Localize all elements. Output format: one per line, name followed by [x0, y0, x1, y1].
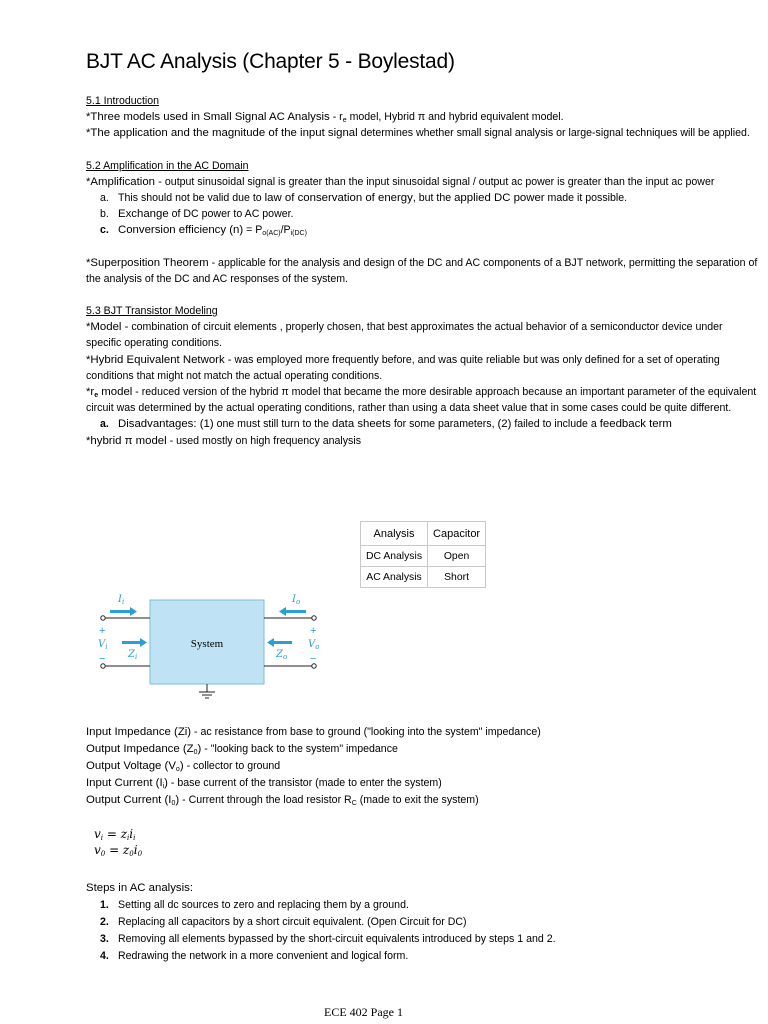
- highlight-term: *Superposition Theorem: [86, 256, 209, 269]
- output-top-terminal: [312, 616, 316, 620]
- system-label: System: [190, 638, 224, 650]
- paragraph: *The application and the magnitude of the input signal determines whether small signal analysis or large-signal techniques will be applied.: [86, 127, 750, 140]
- list-item: 3. Removing all elements bypassed by the short-circuit equivalents introduced by steps 1 and 2.: [100, 933, 556, 945]
- sub-list: [86, 416, 758, 432]
- table-row: [361, 567, 486, 588]
- definition-item: Output Voltage $(V_o)$ - collector to ground: [86, 760, 281, 773]
- definitions-list: [86, 724, 541, 809]
- input-minus-sign: −: [99, 653, 106, 665]
- table-cell: DC Analysis: [361, 546, 428, 567]
- paragraph: *hybrid π model - used mostly on high frequency analysis: [86, 434, 361, 447]
- paragraph: *Amplification - output sinusoidal signal is greater than the input sinusoidal signal / output ac power is greater than the input ac power: [86, 175, 715, 188]
- output-impedance-label: $Z_o$: [276, 649, 288, 661]
- input-plus-sign: +: [99, 625, 106, 637]
- definition-item: Output Impedance $(Z_0)$ - "looking back to the system" impedance: [86, 743, 398, 756]
- section-heading: 5.2 Amplification in the AC Domain: [86, 159, 249, 172]
- input-current-label: $I_i$: [118, 594, 125, 606]
- output-current-arrow: [279, 607, 306, 616]
- definition-item: Output Current $(I_0)$ - Current through the load resistor $R_C$ (made to exit the system): [86, 794, 479, 807]
- highlight-term: *Amplification -: [86, 175, 162, 188]
- table-cell: Open: [428, 546, 486, 567]
- list-item: b. Exchange of DC power to AC power.: [100, 208, 294, 221]
- output-plus-sign: +: [310, 625, 317, 637]
- list-item: c. Conversion efficiency $(n) = P_{o(AC)}/P_{i(DC)}$: [100, 224, 307, 238]
- highlight-term: *hybrid π model: [86, 434, 167, 447]
- steps-heading: Steps in AC analysis:: [86, 882, 193, 894]
- paragraph: $*r_e$ model - reduced version of the hybrid π model that became the more desirable approach because an important parameter of the equivalent circuit was determined by the actual operating conditions, rather than using a data sheet value that in some cases could be quite different.: [86, 386, 757, 415]
- page-footer: ECE 402 Page 1: [324, 1005, 403, 1019]
- steps-list: [86, 897, 556, 965]
- list-item: 1. Setting all dc sources to zero and replacing them by a ground.: [100, 899, 409, 911]
- equation: $v_0 = z_0i_0$: [94, 843, 143, 858]
- equation: $v_i = z_ii_i$: [94, 827, 136, 842]
- highlight-term: *Model -: [86, 321, 129, 334]
- output-voltage-label: $V_o$: [308, 639, 320, 651]
- table-row: [361, 546, 486, 567]
- paragraph: *Hybrid Equivalent Network - was employed more frequently before, and was quite reliable but was only defined for a set of operating conditions that might not match the actual operating conditions.: [86, 353, 720, 382]
- section-heading: 5.3 BJT Transistor Modeling: [86, 305, 218, 318]
- system-block-diagram: [96, 588, 336, 706]
- table-header-cell: Analysis: [361, 522, 428, 546]
- list-item: a. This should not be valid due to law of conservation of energy, but the applied DC power made it possible.: [100, 192, 628, 205]
- page-title: BJT AC Analysis (Chapter 5 - Boylestad): [86, 50, 455, 73]
- table-cell: AC Analysis: [361, 567, 428, 588]
- notes-body: [86, 93, 758, 449]
- section-heading: 5.1 Introduction: [86, 95, 160, 107]
- highlight-term: $*r_e$ model: [86, 386, 133, 400]
- input-current-arrow: [110, 607, 137, 616]
- table-cell: Short: [428, 567, 486, 588]
- equations: [94, 826, 142, 858]
- paragraph: *Three models used in Small Signal AC Analysis - $r_e$ model, Hybrid π and hybrid equivalent model.: [86, 111, 564, 125]
- list-item: 4. Redrawing the network in a more convenient and logical form.: [100, 950, 409, 962]
- sub-list: [86, 190, 758, 239]
- definition-item: Input Current $(I_i)$ - base current of the transistor (made to enter the system): [86, 777, 442, 790]
- paragraph: *Model - combination of circuit elements , properly chosen, that best approximates the actual behavior of a semiconductor device under specific operating conditions.: [86, 321, 723, 350]
- output-impedance-arrow: [267, 638, 292, 647]
- definition-item: Input Impedance (Zi) - ac resistance from base to ground ("looking into the system" impedance): [86, 726, 541, 738]
- highlight-term: *Hybrid Equivalent Network -: [86, 353, 232, 366]
- table-header-row: [361, 522, 486, 546]
- paragraph: *Superposition Theorem - applicable for the analysis and design of the DC and AC components of a BJT network, permitting the separation of the analysis of the DC and AC responses of the system.: [86, 256, 758, 285]
- input-voltage-label: $V_i$: [98, 639, 108, 651]
- highlight-term: *The application and the magnitude of the input signal: [86, 127, 358, 140]
- list-item: 2. Replacing all capacitors by a short circuit equivalent. (Open Circuit for DC): [100, 916, 467, 928]
- input-top-terminal: [101, 616, 105, 620]
- list-item: a. Disadvantages: (1) one must still turn to the data sheets for some parameters, (2) failed to include a feedback term: [100, 418, 672, 431]
- highlight-term: *Three models used in Small Signal AC Analysis: [86, 111, 330, 124]
- input-impedance-label: $Z_i$: [128, 649, 138, 661]
- output-current-label: $I_o$: [292, 594, 301, 606]
- output-minus-sign: −: [310, 653, 317, 665]
- input-impedance-arrow: [122, 638, 147, 647]
- table-header-cell: Capacitor: [428, 522, 486, 546]
- capacitor-table: [360, 521, 486, 588]
- ac-analysis-steps: [86, 880, 556, 965]
